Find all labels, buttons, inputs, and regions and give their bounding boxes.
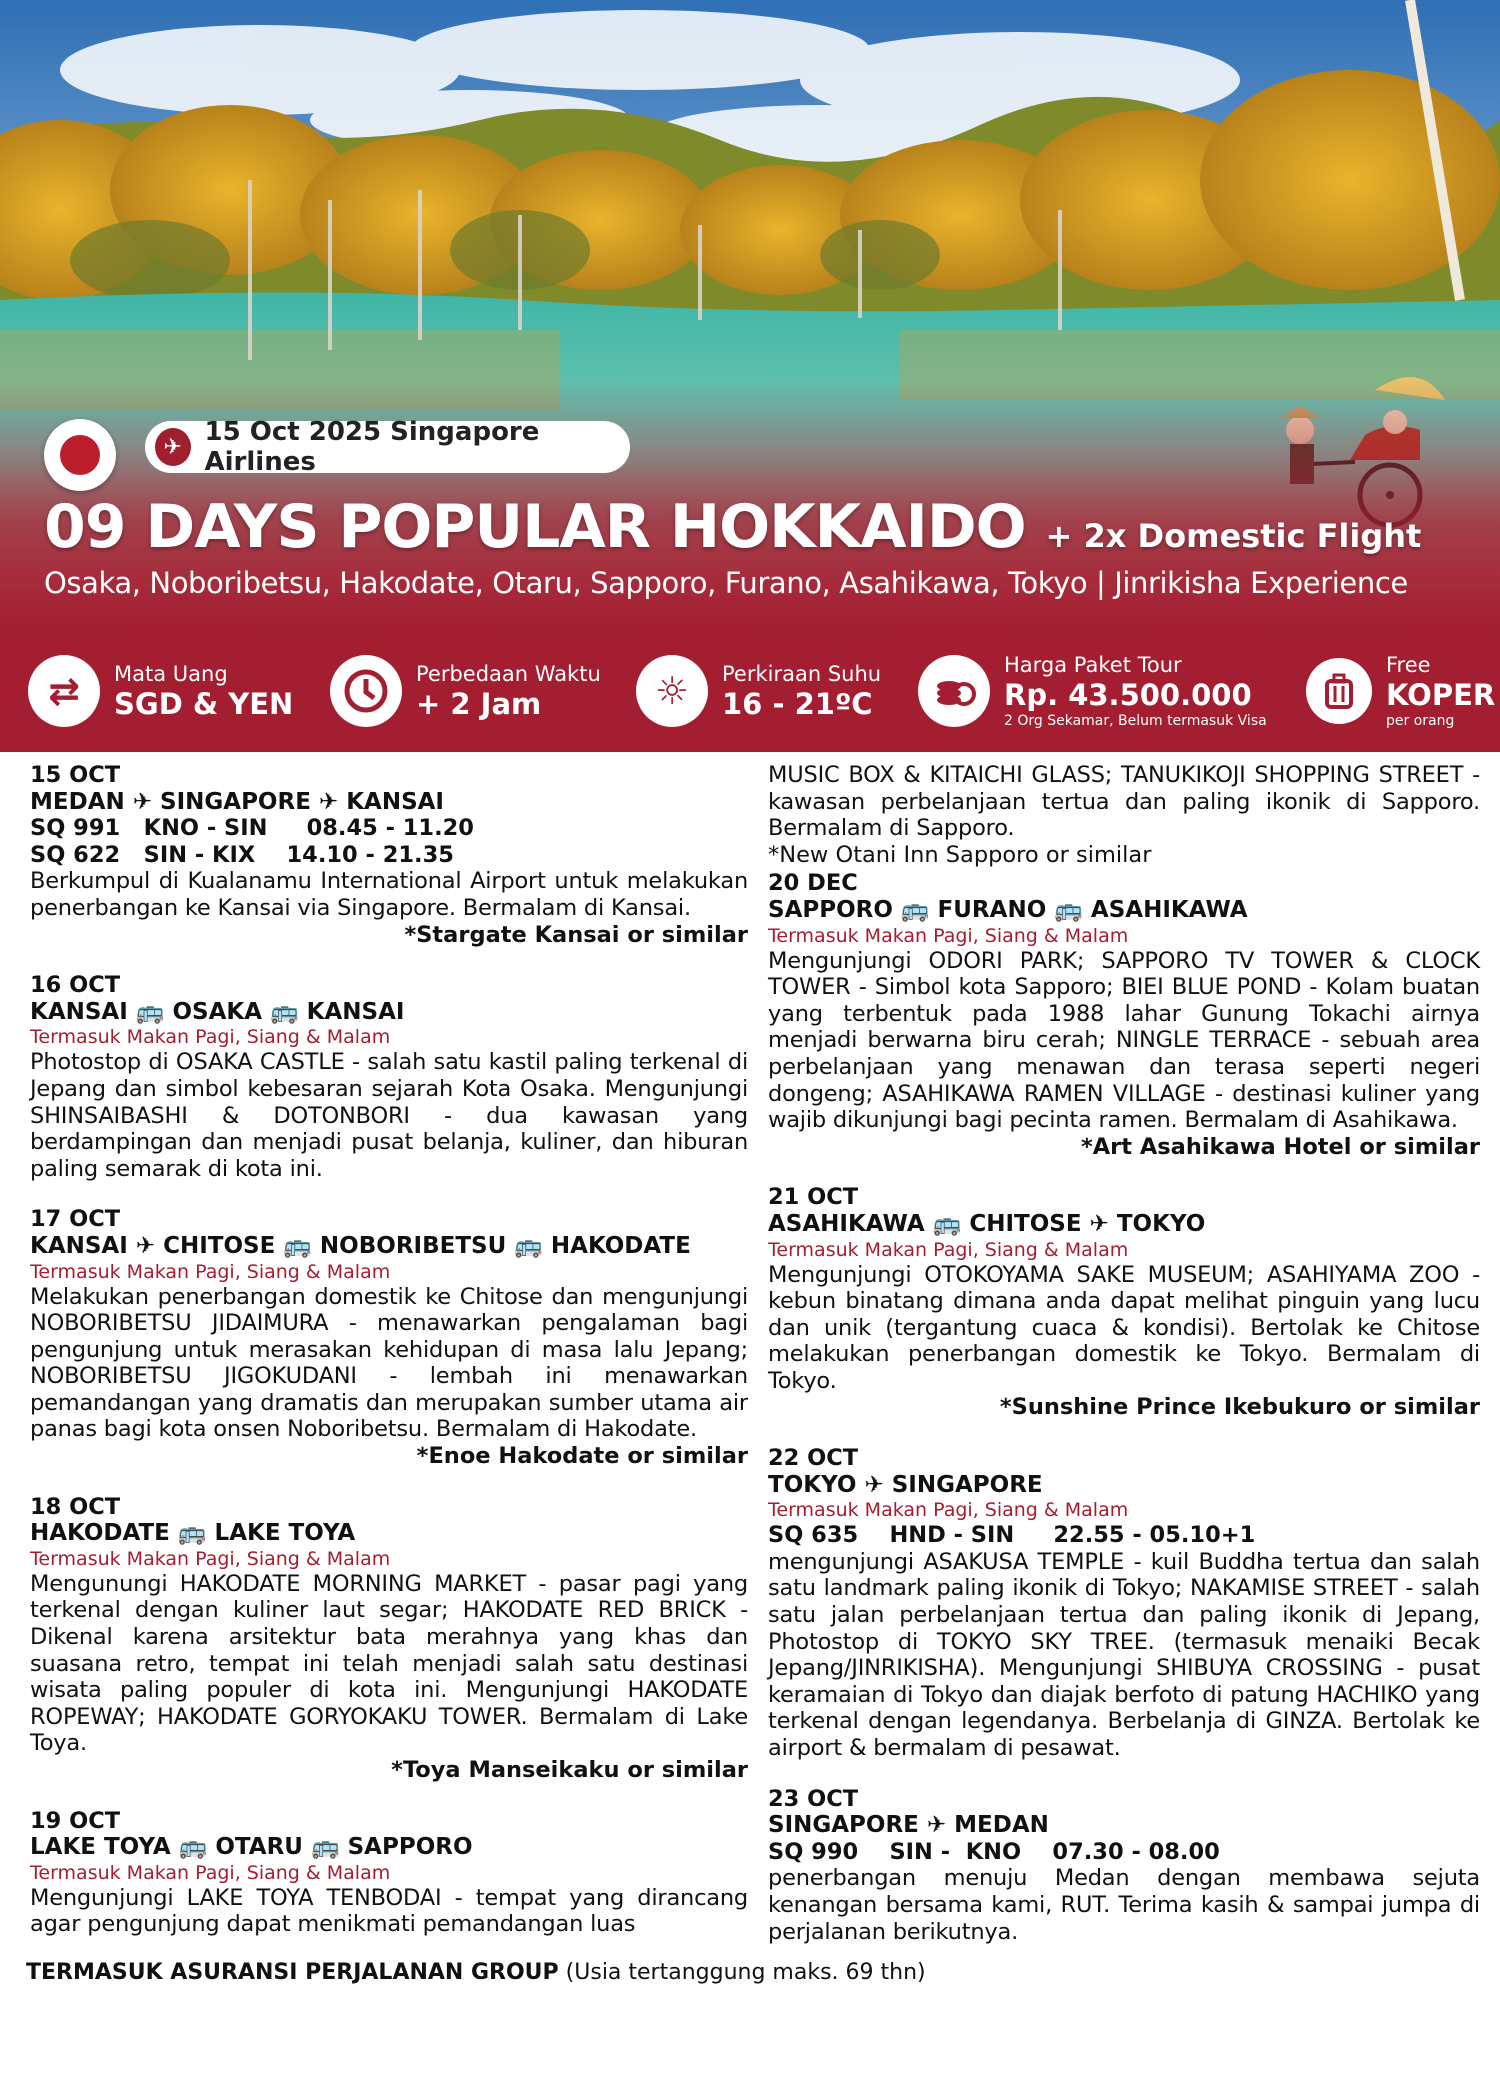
departure-pill (145, 417, 630, 477)
day-block (30, 762, 748, 948)
day-block (30, 1206, 748, 1469)
info-free-luggage (1306, 630, 1495, 752)
day-date: 23 OCT (768, 1785, 859, 1812)
day-flight: SQ 622 SIN - KIX 14.10 - 21.35 (30, 841, 454, 868)
temp-label: Perkiraan Suhu (722, 662, 882, 686)
info-bar (0, 630, 1500, 752)
day-description: Mengunjungi OTOKOYAMA SAKE MUSEUM; ASAHIYAMA ZOO - kebun binatang dimana anda dapat melihat pinguin yang lucu dan unik (tergantung cuaca & kondisi). Bertolak ke Chitose melakukan penerbangan domestik ke Tokyo. Bermalam di Tokyo. (768, 1261, 1480, 1394)
day-route: KANSAI 🚌 OSAKA 🚌 KANSAI (30, 998, 405, 1025)
plane-icon: ✈ (155, 428, 191, 466)
day-description: Melakukan penerbangan domestik ke Chitose dan mengunjungi NOBORIBETSU JIDAIMURA - menawarkan pengalaman bagi pengunjung untuk merasakan kehidupan di masa lalu Jepang; NOBORIBETSU JIGOKUDANI - lembah ini menawarkan pemandangan yang dramatis dan merupakan sumber utama air panas bagi kota onsen Noboribetsu. Bermalam di Hakodate. (30, 1283, 748, 1443)
day-description: penerbangan menuju Medan dengan membawa sejuta kenangan bersama kami, RUT. Terima kasih & sampai jumpa di perjalanan berikutnya. (768, 1865, 1480, 1945)
day-meal-note: Termasuk Makan Pagi, Siang & Malam (30, 1547, 391, 1570)
day-date: 17 OCT (30, 1206, 121, 1233)
day-date: 20 DEC (768, 870, 858, 897)
day-meal-note: Termasuk Makan Pagi, Siang & Malam (30, 1861, 391, 1884)
currency-value: SGD & YEN (114, 687, 294, 721)
day-description: Mengunjungi ODORI PARK; SAPPORO TV TOWER & CLOCK TOWER - Simbol kota Sapporo; BIEI BLUE POND - Kolam buatan yang terbentuk pada 1988 lahar Gunung Tokachi airnya menjadi berwarna biru cerah; NINGLE TERRACE - sebuah area perbelanjaan yang menawan dan terasa seperti negeri dongeng; ASAHIKAWA RAMEN VILLAGE - destinasi kuliner yang wajib dikunjungi bagi pecinta ramen. Bermalam di Asahikawa. (768, 947, 1480, 1134)
day-hotel: *Enoe Hakodate or similar (416, 1443, 748, 1470)
day-continuation-hotel: *New Otani Inn Sapporo or similar (768, 841, 1152, 868)
clock-icon (330, 655, 402, 727)
day-block (768, 1445, 1480, 1762)
currency-label: Mata Uang (114, 662, 228, 686)
day-continuation-desc: MUSIC BOX & KITAICHI GLASS; TANUKIKOJI SHOPPING STREET - kawasan perbelanjaan tertua dan paling ikonik di Sapporo. Bermalam di Sapporo. (768, 762, 1480, 842)
day-hotel: *Stargate Kansai or similar (404, 921, 748, 948)
suitcase-icon (1306, 658, 1372, 724)
day-date: 16 OCT (30, 972, 121, 999)
info-currency (28, 630, 293, 752)
day-flight: SQ 991 KNO - SIN 08.45 - 11.20 (30, 815, 474, 842)
exchange-icon: ⇄ (28, 655, 100, 727)
day-route: KANSAI ✈ CHITOSE 🚌 NOBORIBETSU 🚌 HAKODATE (30, 1232, 691, 1259)
info-temperature (636, 630, 881, 752)
hero-banner (0, 0, 1500, 630)
day-date: 15 OCT (30, 762, 121, 788)
day-description: Mengunungi HAKODATE MORNING MARKET - pasar pagi yang terkenal dengan kuliner laut segar; HAKODATE RED BRICK - Dikenal karena arsitektur bata merahnya yang khas dan suasana retro, tempat ini telah menjadi salah satu destinasi wisata paling populer di kota ini. Mengunjungi HAKODATE ROPEWAY; HAKODATE GORYOKAKU TOWER. Bermalam di Lake Toya. (30, 1570, 748, 1757)
day-description: Mengunjungi LAKE TOYA TENBODAI - tempat yang dirancang agar pengunjung dapat menikmati pemandangan luas (30, 1884, 748, 1938)
departure-date-airline: 15 Oct 2025 Singapore Airlines (204, 417, 540, 477)
day-block (768, 870, 1480, 1160)
tour-title (44, 492, 1421, 562)
insurance-detail: (Usia tertanggung maks. 69 thn) (558, 1960, 926, 1985)
day-route: MEDAN ✈ SINGAPORE ✈ KANSAI (30, 788, 444, 815)
day-block (30, 1808, 748, 1938)
day-block (30, 972, 748, 1182)
time-value: + 2 Jam (416, 687, 542, 721)
day-block (768, 1786, 1480, 1946)
day-route: SAPPORO 🚌 FURANO 🚌 ASAHIKAWA (768, 896, 1248, 923)
price-note: 2 Org Sekamar, Belum termasuk Visa (1004, 713, 1267, 729)
day-meal-note: Termasuk Makan Pagi, Siang & Malam (30, 1026, 391, 1049)
price-value: Rp. 43.500.000 (1004, 678, 1252, 712)
day-block (30, 1494, 748, 1784)
day-description: Berkumpul di Kualanamu International Airport untuk melakukan penerbangan ke Kansai via Singapore. Bermalam di Kansai. (30, 868, 748, 921)
free-label: Free (1386, 653, 1431, 677)
info-time-difference (330, 630, 601, 752)
day-meal-note: Termasuk Makan Pagi, Siang & Malam (768, 1238, 1129, 1261)
insurance-bold: TERMASUK ASURANSI PERJALANAN GROUP (26, 1960, 559, 1985)
day-flight: SQ 635 HND - SIN 22.55 - 05.10+1 (768, 1522, 1256, 1549)
day-hotel: *Art Asahikawa Hotel or similar (1080, 1133, 1480, 1160)
tour-route: Osaka, Noboribetsu, Hakodate, Otaru, Sapporo, Furano, Asahikawa, Tokyo | Jinrikisha Experience (44, 566, 1408, 600)
day-hotel: *Sunshine Prince Ikebukuro or similar (999, 1394, 1480, 1421)
day-date: 21 OCT (768, 1184, 859, 1211)
temp-value: 16 - 21ºC (722, 687, 873, 721)
day-meal-note: Termasuk Makan Pagi, Siang & Malam (30, 1260, 391, 1283)
insurance-note (26, 1960, 926, 1985)
sun-icon: ☼ (636, 655, 708, 727)
day-date: 18 OCT (30, 1493, 121, 1520)
day-route: LAKE TOYA 🚌 OTARU 🚌 SAPPORO (30, 1834, 473, 1861)
day-flight: SQ 990 SIN - KNO 07.30 - 08.00 (768, 1838, 1220, 1865)
day-route: ASAHIKAWA 🚌 CHITOSE ✈ TOKYO (768, 1210, 1206, 1237)
itinerary-right-column (768, 762, 1480, 1969)
day-meal-note: Termasuk Makan Pagi, Siang & Malam (768, 1499, 1129, 1522)
price-label: Harga Paket Tour (1004, 653, 1182, 677)
day-description: mengunjungi ASAKUSA TEMPLE - kuil Buddha tertua dan salah satu landmark paling ikonik di Tokyo; NAKAMISE STREET - salah satu jalan perbelanjaan tertua dan paling ikonik di Jepang, Photostop di TOKYO SKY TREE. (termasuk menaiki Becak Jepang/JINRIKISHA). Mengunjungi SHIBUYA CROSSING - pusat keramaian di Tokyo dan diajak berfoto di patung HACHIKO yang terkenal dengan legendanya. Berbelanja di GINZA. Bertolak ke airport & bermalam di pesawat. (768, 1548, 1480, 1761)
coins-icon (918, 655, 990, 727)
free-note: per orang (1386, 713, 1455, 729)
info-price (918, 630, 1267, 752)
time-label: Perbedaan Waktu (416, 662, 601, 686)
day-date: 19 OCT (30, 1807, 121, 1834)
tour-title-sub: + 2x Domestic Flight (1045, 517, 1422, 555)
free-value: KOPER (1386, 678, 1496, 712)
day-route: HAKODATE 🚌 LAKE TOYA (30, 1520, 356, 1547)
day-route: SINGAPORE ✈ MEDAN (768, 1812, 1049, 1839)
day-block (768, 1184, 1480, 1421)
day-hotel: *Toya Manseikaku or similar (391, 1757, 748, 1783)
itinerary-left-column (30, 762, 748, 1962)
tour-title-main: 09 DAYS POPULAR HOKKAIDO (44, 492, 1026, 562)
day-description: Photostop di OSAKA CASTLE - salah satu kastil paling terkenal di Jepang dan simbol kebesaran sejarah Kota Osaka. Mengunjungi SHINSAIBASHI & DOTONBORI - dua kawasan yang berdampingan dan menjadi pusat belanja, kuliner, dan hiburan paling semarak di kota ini. (30, 1049, 748, 1182)
day-meal-note: Termasuk Makan Pagi, Siang & Malam (768, 924, 1129, 947)
day-date: 22 OCT (768, 1445, 859, 1472)
japan-flag-icon (44, 419, 116, 491)
day-route: TOKYO ✈ SINGAPORE (768, 1471, 1043, 1498)
